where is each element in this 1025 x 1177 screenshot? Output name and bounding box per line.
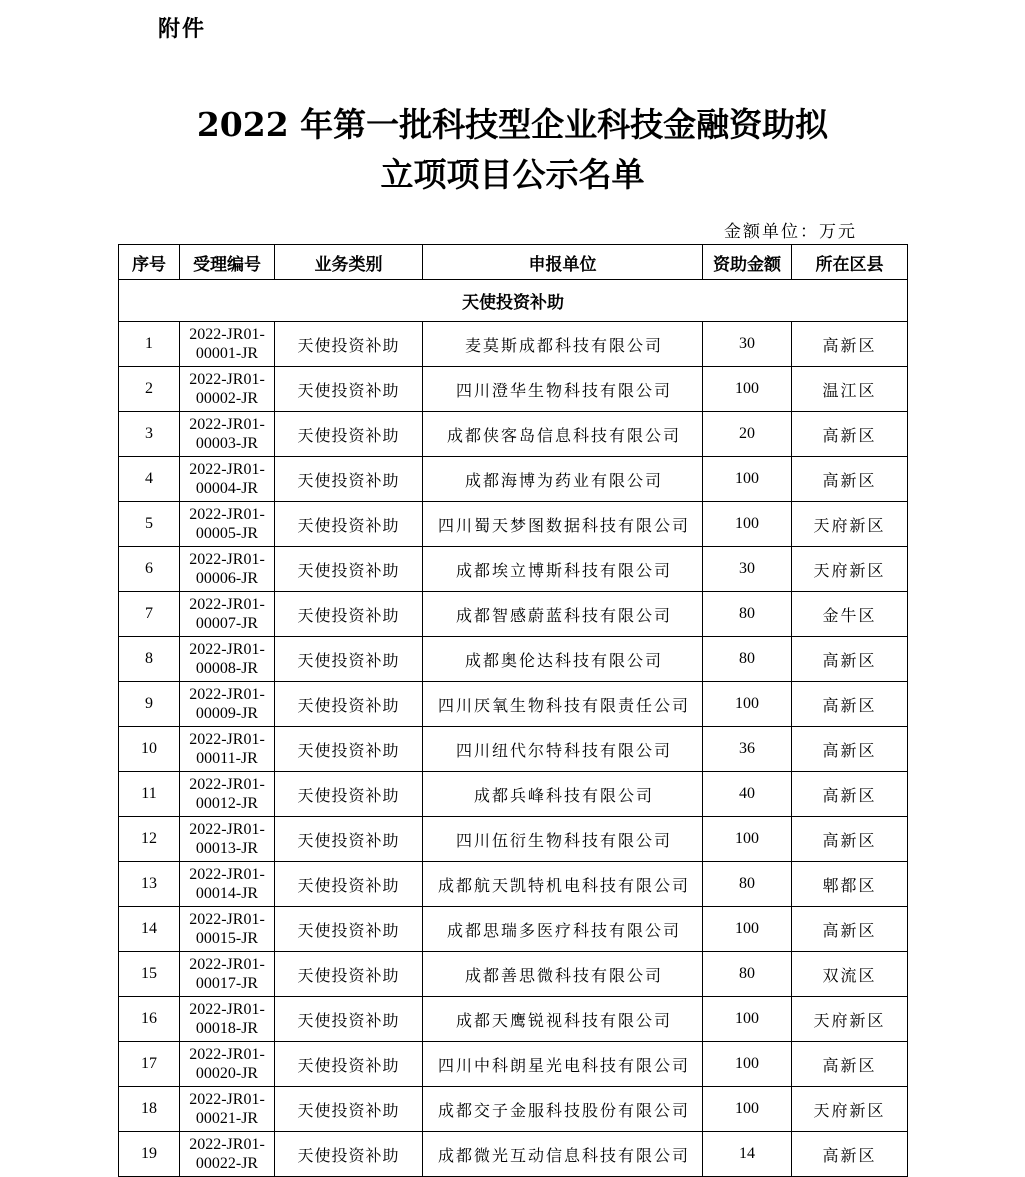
row-code-part-1: 2022-JR01- [189, 371, 265, 388]
row-amount: 100 [703, 1087, 792, 1132]
header-district: 所在区县 [792, 245, 908, 280]
row-amount: 100 [703, 817, 792, 862]
table-row [119, 862, 908, 907]
row-no: 7 [119, 592, 180, 637]
row-category: 天使投资补助 [275, 727, 423, 772]
row-no: 19 [119, 1132, 180, 1177]
row-category: 天使投资补助 [275, 952, 423, 997]
row-code-part-2: 00012-JR [195, 795, 259, 812]
row-code [180, 727, 275, 772]
row-code-part-1: 2022-JR01- [189, 911, 265, 928]
row-amount: 100 [703, 367, 792, 412]
table-row [119, 997, 908, 1042]
row-amount: 80 [703, 862, 792, 907]
row-district: 高新区 [792, 817, 908, 862]
header-code: 受理编号 [180, 245, 275, 280]
row-company: 四川伍衍生物科技有限公司 [423, 817, 703, 862]
row-amount: 100 [703, 1042, 792, 1087]
table-row [119, 817, 908, 862]
row-district: 温江区 [792, 367, 908, 412]
row-code [180, 682, 275, 727]
row-code-part-1: 2022-JR01- [189, 641, 265, 658]
row-company: 成都思瑞多医疗科技有限公司 [423, 907, 703, 952]
row-no: 14 [119, 907, 180, 952]
row-category: 天使投资补助 [275, 637, 423, 682]
row-no: 2 [119, 367, 180, 412]
row-amount: 80 [703, 952, 792, 997]
header-company: 申报单位 [423, 245, 703, 280]
table-row [119, 367, 908, 412]
row-code [180, 592, 275, 637]
header-category: 业务类别 [275, 245, 423, 280]
row-category: 天使投资补助 [275, 1132, 423, 1177]
row-code-part-1: 2022-JR01- [189, 1091, 265, 1108]
row-category: 天使投资补助 [275, 817, 423, 862]
row-code-part-2: 00008-JR [195, 660, 259, 677]
row-code-part-2: 00001-JR [195, 345, 259, 362]
row-code [180, 637, 275, 682]
row-company: 成都兵峰科技有限公司 [423, 772, 703, 817]
row-code-part-2: 00004-JR [195, 480, 259, 497]
row-code [180, 1132, 275, 1177]
row-code-part-2: 00022-JR [195, 1155, 259, 1172]
row-category: 天使投资补助 [275, 1042, 423, 1087]
row-district: 高新区 [792, 637, 908, 682]
row-company: 麦莫斯成都科技有限公司 [423, 322, 703, 367]
row-district: 高新区 [792, 907, 908, 952]
row-company: 成都善思微科技有限公司 [423, 952, 703, 997]
table-row [119, 1042, 908, 1087]
row-code-part-2: 00017-JR [195, 975, 259, 992]
table-row [119, 502, 908, 547]
row-code [180, 547, 275, 592]
row-code-part-2: 00007-JR [195, 615, 259, 632]
title-line-2: 立项项目公示名单 [380, 155, 645, 194]
row-code-part-2: 00014-JR [195, 885, 259, 902]
row-no: 3 [119, 412, 180, 457]
row-code-part-1: 2022-JR01- [189, 551, 265, 568]
row-code-part-1: 2022-JR01- [189, 326, 265, 343]
row-category: 天使投资补助 [275, 682, 423, 727]
row-district: 金牛区 [792, 592, 908, 637]
row-district: 天府新区 [792, 997, 908, 1042]
row-district: 高新区 [792, 457, 908, 502]
row-category: 天使投资补助 [275, 367, 423, 412]
row-company: 四川蜀天梦图数据科技有限公司 [423, 502, 703, 547]
row-company: 四川纽代尔特科技有限公司 [423, 727, 703, 772]
row-code-part-1: 2022-JR01- [189, 1136, 265, 1153]
row-district: 双流区 [792, 952, 908, 997]
row-no: 17 [119, 1042, 180, 1087]
row-code [180, 502, 275, 547]
row-code-part-2: 00015-JR [195, 930, 259, 947]
project-list-table [118, 244, 908, 1177]
row-category: 天使投资补助 [275, 1087, 423, 1132]
table-row [119, 637, 908, 682]
row-code-part-1: 2022-JR01- [189, 1046, 265, 1063]
row-code [180, 412, 275, 457]
row-code-part-1: 2022-JR01- [189, 596, 265, 613]
table-row [119, 1087, 908, 1132]
attachment-label: 附件 [158, 17, 207, 42]
table-header-row [119, 245, 908, 280]
row-company: 四川中科朗星光电科技有限公司 [423, 1042, 703, 1087]
row-amount: 30 [703, 322, 792, 367]
row-code [180, 907, 275, 952]
row-category: 天使投资补助 [275, 907, 423, 952]
row-category: 天使投资补助 [275, 322, 423, 367]
row-amount: 100 [703, 997, 792, 1042]
row-district: 高新区 [792, 412, 908, 457]
row-code-part-2: 00021-JR [195, 1110, 259, 1127]
row-company: 成都海博为药业有限公司 [423, 457, 703, 502]
row-code [180, 367, 275, 412]
row-no: 1 [119, 322, 180, 367]
table-row [119, 772, 908, 817]
row-district: 天府新区 [792, 547, 908, 592]
row-code [180, 997, 275, 1042]
row-amount: 80 [703, 592, 792, 637]
row-category: 天使投资补助 [275, 502, 423, 547]
row-amount: 100 [703, 907, 792, 952]
row-category: 天使投资补助 [275, 457, 423, 502]
row-no: 18 [119, 1087, 180, 1132]
row-code-part-1: 2022-JR01- [189, 866, 265, 883]
row-company: 成都天鹰锐视科技有限公司 [423, 997, 703, 1042]
table-row [119, 547, 908, 592]
row-code-part-2: 00011-JR [196, 750, 258, 767]
row-code-part-2: 00006-JR [195, 570, 259, 587]
row-code-part-1: 2022-JR01- [189, 956, 265, 973]
row-code [180, 457, 275, 502]
row-no: 6 [119, 547, 180, 592]
row-no: 8 [119, 637, 180, 682]
row-amount: 100 [703, 682, 792, 727]
header-no: 序号 [119, 245, 180, 280]
row-category: 天使投资补助 [275, 997, 423, 1042]
row-no: 12 [119, 817, 180, 862]
row-code [180, 1042, 275, 1087]
row-company: 四川厌氧生物科技有限责任公司 [423, 682, 703, 727]
row-no: 15 [119, 952, 180, 997]
row-no: 9 [119, 682, 180, 727]
row-code-part-1: 2022-JR01- [189, 731, 265, 748]
document-title [0, 100, 1025, 200]
row-code-part-2: 00005-JR [195, 525, 259, 542]
title-line-1: 2022 年第一批科技型企业科技金融资助拟 [196, 105, 829, 144]
row-code-part-2: 00013-JR [195, 840, 259, 857]
row-company: 成都微光互动信息科技有限公司 [423, 1132, 703, 1177]
row-no: 16 [119, 997, 180, 1042]
table-row [119, 322, 908, 367]
row-code-part-1: 2022-JR01- [189, 686, 265, 703]
row-district: 郫都区 [792, 862, 908, 907]
row-company: 成都埃立博斯科技有限公司 [423, 547, 703, 592]
table-row [119, 592, 908, 637]
row-code [180, 772, 275, 817]
row-amount: 30 [703, 547, 792, 592]
row-amount: 14 [703, 1132, 792, 1177]
row-district: 天府新区 [792, 1087, 908, 1132]
table-row [119, 457, 908, 502]
row-category: 天使投资补助 [275, 592, 423, 637]
row-code-part-1: 2022-JR01- [189, 416, 265, 433]
row-code [180, 952, 275, 997]
row-company: 成都智感蔚蓝科技有限公司 [423, 592, 703, 637]
row-code [180, 862, 275, 907]
row-company: 成都交子金服科技股份有限公司 [423, 1087, 703, 1132]
section-title: 天使投资补助 [119, 280, 908, 322]
row-amount: 40 [703, 772, 792, 817]
row-district: 天府新区 [792, 502, 908, 547]
row-category: 天使投资补助 [275, 862, 423, 907]
row-code-part-1: 2022-JR01- [189, 506, 265, 523]
row-category: 天使投资补助 [275, 412, 423, 457]
row-code [180, 1087, 275, 1132]
header-amount: 资助金额 [703, 245, 792, 280]
row-no: 5 [119, 502, 180, 547]
row-company: 成都航天凯特机电科技有限公司 [423, 862, 703, 907]
table-row [119, 1132, 908, 1177]
table-row [119, 682, 908, 727]
row-amount: 20 [703, 412, 792, 457]
row-company: 成都侠客岛信息科技有限公司 [423, 412, 703, 457]
row-district: 高新区 [792, 1042, 908, 1087]
row-district: 高新区 [792, 1132, 908, 1177]
row-no: 4 [119, 457, 180, 502]
row-code-part-2: 00020-JR [195, 1065, 259, 1082]
amount-unit-note: 金额单位：万元 [724, 222, 857, 242]
section-row [119, 280, 908, 322]
row-category: 天使投资补助 [275, 547, 423, 592]
row-district: 高新区 [792, 682, 908, 727]
row-district: 高新区 [792, 322, 908, 367]
row-district: 高新区 [792, 772, 908, 817]
row-code-part-2: 00003-JR [195, 435, 259, 452]
row-amount: 100 [703, 457, 792, 502]
row-amount: 80 [703, 637, 792, 682]
row-code [180, 817, 275, 862]
row-code-part-1: 2022-JR01- [189, 776, 265, 793]
row-code-part-2: 00009-JR [195, 705, 259, 722]
row-code [180, 322, 275, 367]
table-row [119, 952, 908, 997]
table-row [119, 727, 908, 772]
row-amount: 100 [703, 502, 792, 547]
row-amount: 36 [703, 727, 792, 772]
row-code-part-1: 2022-JR01- [189, 821, 265, 838]
row-category: 天使投资补助 [275, 772, 423, 817]
table-row [119, 412, 908, 457]
row-district: 高新区 [792, 727, 908, 772]
row-no: 11 [119, 772, 180, 817]
row-no: 10 [119, 727, 180, 772]
row-company: 四川澄华生物科技有限公司 [423, 367, 703, 412]
row-code-part-1: 2022-JR01- [189, 1001, 265, 1018]
table-row [119, 907, 908, 952]
row-code-part-2: 00018-JR [195, 1020, 259, 1037]
row-no: 13 [119, 862, 180, 907]
row-code-part-1: 2022-JR01- [189, 461, 265, 478]
row-company: 成都奥伦达科技有限公司 [423, 637, 703, 682]
row-code-part-2: 00002-JR [195, 390, 259, 407]
